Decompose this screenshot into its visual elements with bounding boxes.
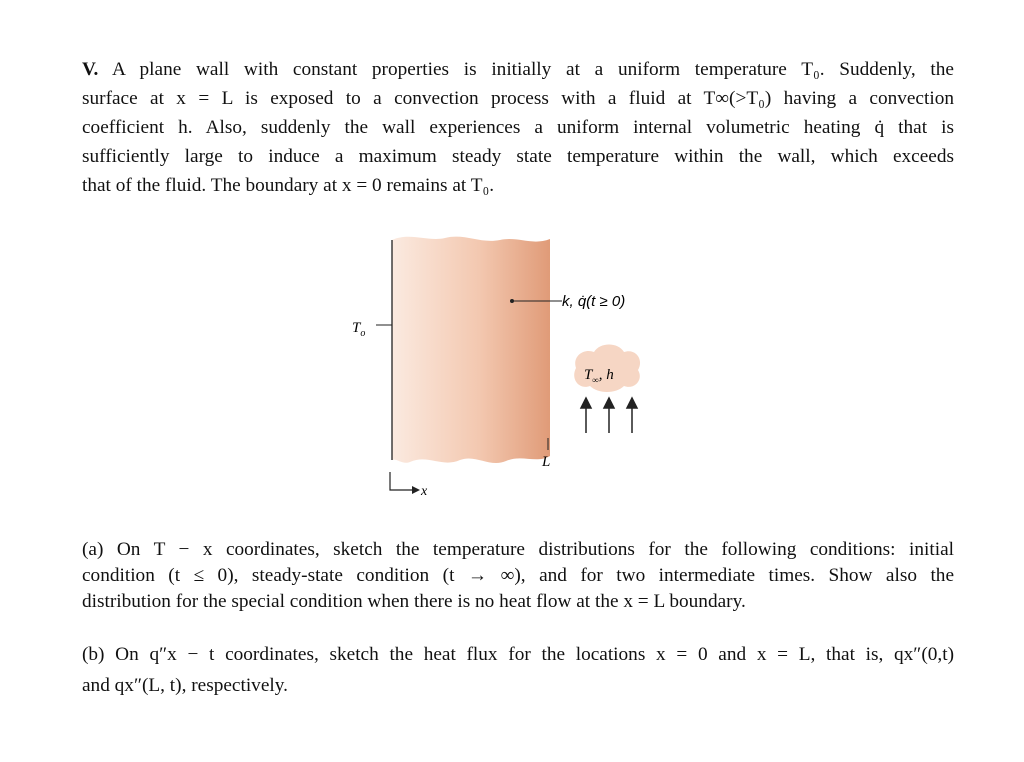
wall-diagram <box>340 228 660 508</box>
part-b <box>82 639 954 701</box>
l-label: L <box>542 454 551 470</box>
part-a-line-1: (a) On T − x coordinates, sketch the temperature distributions for the following conditions: initial <box>82 539 954 560</box>
k-q-label: k, q̇(t ≥ 0) <box>562 293 626 310</box>
part-a-line-2: condition (t ≤ 0), steady-state condition (t → ∞), and for two intermediate times. Show also the <box>82 565 954 586</box>
t0-label: $T_o$ <box>352 320 366 339</box>
problem-line-2: surface at x = L is exposed to a convection process with a fluid at T∞(>T₀) having a convection <box>82 88 954 109</box>
plane-wall-figure <box>340 228 660 508</box>
problem-number: V. <box>82 59 99 80</box>
part-a-line-3: distribution for the special condition when there is no heat flow at the x = L boundary. <box>82 591 746 612</box>
problem-line-5: that of the fluid. The boundary at x = 0 remains at T₀. <box>82 175 495 196</box>
part-b-line-1: (b) On q″x − t coordinates, sketch the heat flux for the locations x = 0 and x = L, that is, qx″(0,t) <box>82 644 954 665</box>
t-inf-h-label: $T_\infty$, h <box>584 367 614 385</box>
wall-slab <box>392 237 550 463</box>
part-b-line-2: and qx″(L, t), respectively. <box>82 675 288 696</box>
problem-line-1: V. A plane wall with constant properties is initially at a uniform temperature T₀. Suddenly, the <box>82 59 954 80</box>
x-label: x <box>421 484 428 499</box>
flow-arrows <box>581 398 637 433</box>
problem-line-3: coefficient h. Also, suddenly the wall experiences a uniform internal volumetric heating q̇ that is <box>82 117 954 138</box>
k-q-leader-dot <box>510 299 514 303</box>
x-axis-indicator <box>390 472 412 490</box>
x-axis-arrowhead <box>412 486 420 494</box>
part-a <box>82 537 954 615</box>
problem-line-4: sufficiently large to induce a maximum steady state temperature within the wall, which exceeds <box>82 146 954 167</box>
problem-statement <box>82 55 954 200</box>
